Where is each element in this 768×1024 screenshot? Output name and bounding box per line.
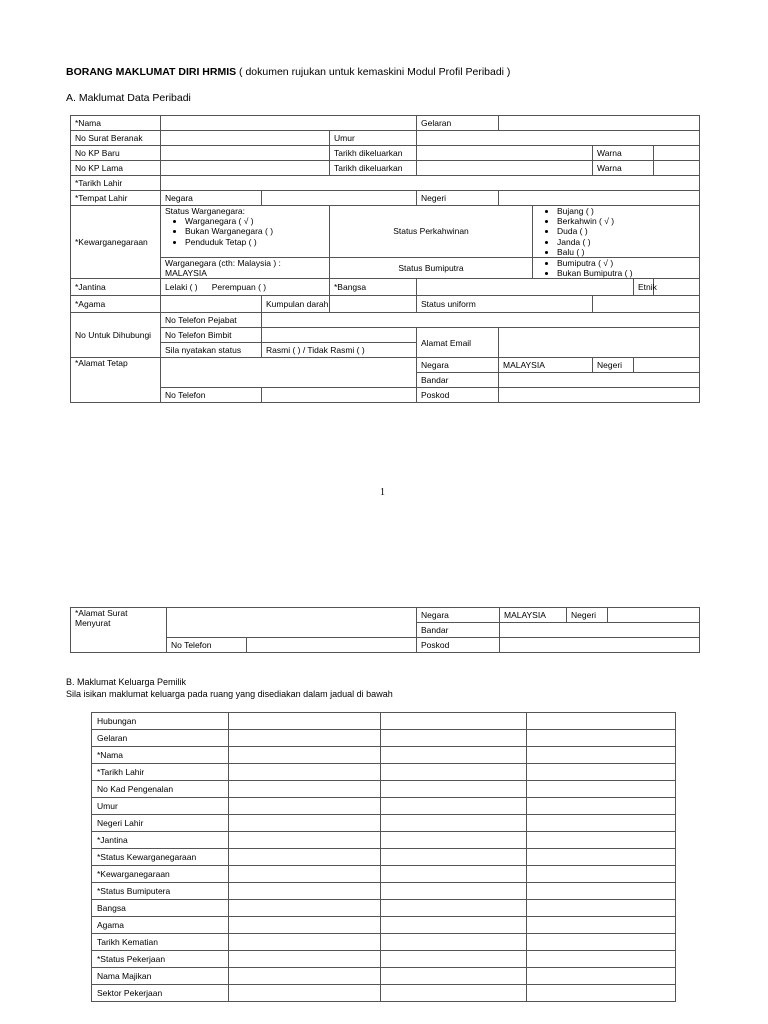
- label-no-telefon-pejabat: No Telefon Pejabat: [161, 313, 262, 328]
- input-poskod-2[interactable]: [500, 638, 700, 653]
- family-input-cell[interactable]: [229, 849, 381, 866]
- option-perempuan[interactable]: Perempuan ( ): [211, 282, 267, 293]
- option-bukan-warganegara[interactable]: • Bukan Warganegara ( ): [185, 226, 325, 236]
- input-no-telefon-bimbit[interactable]: [262, 328, 417, 343]
- family-input-cell[interactable]: [381, 798, 527, 815]
- input-no-telefon-pejabat[interactable]: [262, 313, 700, 328]
- table-row: [92, 985, 676, 1002]
- option-janda[interactable]: • Janda ( ): [557, 237, 695, 247]
- table-row: [92, 798, 676, 815]
- option-penduduk-tetap[interactable]: • Penduduk Tetap ( ): [185, 237, 325, 247]
- family-input-cell[interactable]: [381, 917, 527, 934]
- label-bandar: Bandar: [417, 373, 499, 388]
- family-row-label: *Nama: [92, 747, 229, 764]
- input-tarikh-lahir[interactable]: [161, 176, 700, 191]
- input-agama[interactable]: [161, 296, 262, 313]
- table-row: [92, 968, 676, 985]
- input-nama[interactable]: [161, 116, 417, 131]
- label-status-warganegara: Status Warganegara:: [165, 206, 246, 216]
- label-no-telefon-2: No Telefon: [167, 638, 247, 653]
- label-tarikh-lahir: *Tarikh Lahir: [71, 176, 161, 191]
- label-alamat-tetap: *Alamat Tetap: [71, 358, 161, 403]
- family-input-cell[interactable]: [229, 832, 381, 849]
- label-status-perkahwinan: Status Perkahwinan: [330, 206, 533, 258]
- section-b-heading: B. Maklumat Keluarga Pemilik: [66, 677, 187, 687]
- input-poskod[interactable]: [499, 388, 700, 403]
- table-row: [92, 866, 676, 883]
- family-input-cell[interactable]: [527, 934, 676, 951]
- label-no-telefon-bimbit: No Telefon Bimbit: [161, 328, 262, 343]
- value-malaysia[interactable]: MALAYSIA: [165, 268, 207, 279]
- input-tarikh-dikeluarkan-2[interactable]: [417, 161, 593, 176]
- family-input-cell[interactable]: [381, 883, 527, 900]
- family-input-cell[interactable]: [381, 781, 527, 798]
- label-negara-3: Negara: [417, 608, 500, 623]
- family-input-cell[interactable]: [229, 951, 381, 968]
- family-input-cell[interactable]: [527, 713, 676, 730]
- label-warna: Warna: [593, 146, 654, 161]
- family-row-label: Bangsa: [92, 900, 229, 917]
- family-input-cell[interactable]: [381, 866, 527, 883]
- label-no-surat-beranak: No Surat Beranak: [71, 131, 161, 146]
- table-row: [92, 849, 676, 866]
- label-nama: *Nama: [71, 116, 161, 131]
- input-etnik[interactable]: [654, 279, 700, 296]
- input-negeri-2[interactable]: [634, 358, 700, 373]
- table-row: [92, 917, 676, 934]
- family-row-label: Tarikh Kematian: [92, 934, 229, 951]
- personal-data-table: [70, 115, 700, 403]
- input-no-kp-lama[interactable]: [161, 161, 330, 176]
- option-bumiputra[interactable]: • Bumiputra ( √ ): [557, 258, 695, 268]
- label-negeri: Negeri: [417, 191, 499, 206]
- label-no-kp-lama: No KP Lama: [71, 161, 161, 176]
- label-agama: *Agama: [71, 296, 161, 313]
- input-warna-2[interactable]: [654, 161, 700, 176]
- input-no-kp-baru[interactable]: [161, 146, 330, 161]
- option-berkahwin[interactable]: • Berkahwin ( √ ): [557, 216, 695, 226]
- value-negara-malaysia[interactable]: MALAYSIA: [499, 358, 593, 373]
- family-row-label: Sektor Pekerjaan: [92, 985, 229, 1002]
- family-row-label: *Status Pekerjaan: [92, 951, 229, 968]
- form-title: BORANG MAKLUMAT DIRI HRMIS ( dokumen rujukan untuk kemaskini Modul Profil Peribadi ): [66, 66, 511, 78]
- option-bukan-bumiputra[interactable]: • Bukan Bumiputra ( ): [557, 268, 695, 278]
- family-input-cell[interactable]: [381, 747, 527, 764]
- warganegara-cth-cell: [161, 257, 330, 278]
- family-input-cell[interactable]: [229, 747, 381, 764]
- label-poskod-2: Poskod: [417, 638, 500, 653]
- family-table: [91, 712, 676, 1002]
- perkahwinan-options: [533, 206, 700, 258]
- family-input-cell[interactable]: [527, 849, 676, 866]
- option-lelaki[interactable]: Lelaki ( ): [165, 282, 198, 293]
- family-input-cell[interactable]: [381, 968, 527, 985]
- family-input-cell[interactable]: [229, 815, 381, 832]
- input-tarikh-dikeluarkan[interactable]: [417, 146, 593, 161]
- label-no-kp-baru: No KP Baru: [71, 146, 161, 161]
- section-b-instruction: Sila isikan maklumat keluarga pada ruang yang disediakan dalam jadual di bawah: [66, 688, 393, 699]
- label-no-untuk-dihubungi: No Untuk Dihubungi: [71, 313, 161, 358]
- option-duda[interactable]: • Duda ( ): [557, 226, 695, 236]
- table-row: [92, 730, 676, 747]
- status-warganegara-cell: [161, 206, 330, 258]
- table-row: [92, 747, 676, 764]
- input-bangsa[interactable]: [417, 279, 634, 296]
- label-umur: Umur: [330, 131, 417, 146]
- bumiputra-options: [533, 257, 700, 278]
- family-input-cell[interactable]: [381, 934, 527, 951]
- family-row-label: *Jantina: [92, 832, 229, 849]
- input-bandar[interactable]: [499, 373, 700, 388]
- option-bujang[interactable]: • Bujang ( ): [557, 206, 695, 216]
- family-input-cell[interactable]: [527, 866, 676, 883]
- family-input-cell[interactable]: [229, 713, 381, 730]
- input-negara[interactable]: [262, 191, 417, 206]
- input-alamat-email[interactable]: [499, 328, 700, 358]
- family-input-cell[interactable]: [381, 713, 527, 730]
- family-input-cell[interactable]: [527, 764, 676, 781]
- label-no-telefon: No Telefon: [161, 388, 262, 403]
- family-row-label: No Kad Pengenalan: [92, 781, 229, 798]
- label-warganegara-cth: Warganegara (cth: Malaysia ) :: [165, 257, 281, 268]
- family-input-cell[interactable]: [527, 832, 676, 849]
- label-sila-nyatakan-status: Sila nyatakan status: [161, 343, 262, 358]
- label-negara-2: Negara: [417, 358, 499, 373]
- family-row-label: *Status Kewarganegaraan: [92, 849, 229, 866]
- label-poskod: Poskod: [417, 388, 499, 403]
- family-row-label: *Tarikh Lahir: [92, 764, 229, 781]
- family-input-cell[interactable]: [381, 900, 527, 917]
- family-input-cell[interactable]: [527, 968, 676, 985]
- family-input-cell[interactable]: [381, 985, 527, 1002]
- family-row-label: *Kewarganegaraan: [92, 866, 229, 883]
- family-input-cell[interactable]: [229, 866, 381, 883]
- input-alamat-tetap[interactable]: [161, 358, 417, 388]
- label-etnik: Etnik: [634, 279, 654, 296]
- input-no-telefon-2[interactable]: [247, 638, 417, 653]
- family-input-cell[interactable]: [527, 900, 676, 917]
- family-input-cell[interactable]: [229, 985, 381, 1002]
- label-kewarganegaraan: *Kewarganegaraan: [71, 206, 161, 279]
- value-negara-malaysia-2[interactable]: MALAYSIA: [500, 608, 567, 623]
- family-input-cell[interactable]: [381, 849, 527, 866]
- label-alamat-surat-menyurat: *Alamat Surat Menyurat: [71, 608, 167, 653]
- input-alamat-surat-menyurat[interactable]: [167, 608, 417, 638]
- family-input-cell[interactable]: [229, 798, 381, 815]
- input-no-surat-beranak[interactable]: [161, 131, 330, 146]
- jantina-options: [161, 279, 330, 296]
- family-input-cell[interactable]: [527, 747, 676, 764]
- label-kumpulan-darah: Kumpulan darah: [262, 296, 330, 313]
- mailing-address-table: [70, 607, 700, 653]
- label-bandar-2: Bandar: [417, 623, 500, 638]
- family-row-label: Gelaran: [92, 730, 229, 747]
- family-input-cell[interactable]: [381, 815, 527, 832]
- label-status-bumiputra: Status Bumiputra: [330, 257, 533, 278]
- label-tarikh-dikeluarkan: Tarikh dikeluarkan: [330, 146, 417, 161]
- label-jantina: *Jantina: [71, 279, 161, 296]
- label-status-uniform: Status uniform: [417, 296, 593, 313]
- table-row: [92, 900, 676, 917]
- input-negeri-3[interactable]: [608, 608, 700, 623]
- table-row: [92, 883, 676, 900]
- section-a-heading: A. Maklumat Data Peribadi: [66, 92, 191, 104]
- label-warna-2: Warna: [593, 161, 654, 176]
- family-row-label: Agama: [92, 917, 229, 934]
- family-row-label: Nama Majikan: [92, 968, 229, 985]
- label-tempat-lahir: *Tempat Lahir: [71, 191, 161, 206]
- table-row: [92, 951, 676, 968]
- family-input-cell[interactable]: [229, 968, 381, 985]
- input-status-uniform[interactable]: [593, 296, 700, 313]
- input-no-telefon[interactable]: [262, 388, 417, 403]
- page-number: 1: [380, 487, 385, 498]
- table-row: [92, 764, 676, 781]
- family-input-cell[interactable]: [527, 917, 676, 934]
- family-input-cell[interactable]: [229, 917, 381, 934]
- input-gelaran[interactable]: [499, 116, 700, 131]
- input-bandar-2[interactable]: [500, 623, 700, 638]
- label-tarikh-dikeluarkan-2: Tarikh dikeluarkan: [330, 161, 417, 176]
- table-row: [92, 781, 676, 798]
- family-input-cell[interactable]: [527, 781, 676, 798]
- input-negeri[interactable]: [499, 191, 700, 206]
- family-input-cell[interactable]: [527, 883, 676, 900]
- label-alamat-email: Alamat Email: [417, 328, 499, 358]
- family-row-label: *Status Bumiputera: [92, 883, 229, 900]
- family-input-cell[interactable]: [229, 764, 381, 781]
- label-negara: Negara: [161, 191, 262, 206]
- label-negeri-2: Negeri: [593, 358, 634, 373]
- family-input-cell[interactable]: [381, 764, 527, 781]
- family-input-cell[interactable]: [381, 832, 527, 849]
- family-input-cell[interactable]: [527, 985, 676, 1002]
- family-input-cell[interactable]: [381, 951, 527, 968]
- label-negeri-3: Negeri: [567, 608, 608, 623]
- family-input-cell[interactable]: [229, 883, 381, 900]
- input-umur[interactable]: [417, 131, 700, 146]
- family-row-label: Negeri Lahir: [92, 815, 229, 832]
- section-b-heading-block: [66, 677, 393, 700]
- table-row: [92, 713, 676, 730]
- option-balu[interactable]: • Balu ( ): [557, 247, 695, 257]
- family-input-cell[interactable]: [527, 815, 676, 832]
- family-input-cell[interactable]: [527, 730, 676, 747]
- label-gelaran: Gelaran: [417, 116, 499, 131]
- family-input-cell[interactable]: [527, 951, 676, 968]
- family-input-cell[interactable]: [229, 781, 381, 798]
- table-row: [92, 815, 676, 832]
- family-input-cell[interactable]: [381, 730, 527, 747]
- family-input-cell[interactable]: [229, 934, 381, 951]
- option-rasmi[interactable]: Rasmi ( ) / Tidak Rasmi ( ): [262, 343, 417, 358]
- input-warna[interactable]: [654, 146, 700, 161]
- family-input-cell[interactable]: [527, 798, 676, 815]
- label-bangsa: *Bangsa: [330, 279, 417, 296]
- family-row-label: Hubungan: [92, 713, 229, 730]
- table-row: [92, 832, 676, 849]
- family-input-cell[interactable]: [229, 730, 381, 747]
- family-row-label: Umur: [92, 798, 229, 815]
- option-warganegara[interactable]: • Warganegara ( √ ): [185, 216, 325, 226]
- family-input-cell[interactable]: [229, 900, 381, 917]
- input-kumpulan-darah[interactable]: [330, 296, 417, 313]
- table-row: [92, 934, 676, 951]
